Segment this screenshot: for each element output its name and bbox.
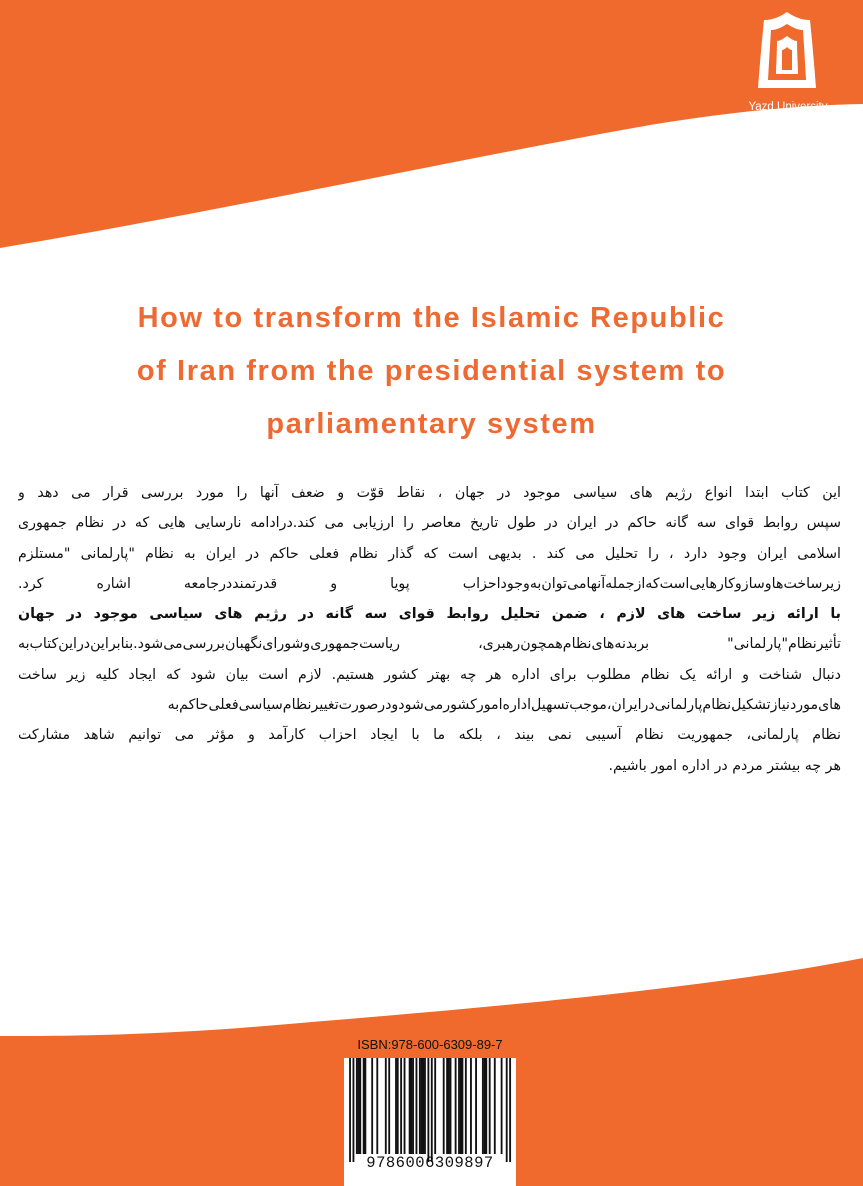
barcode-bar bbox=[501, 1058, 503, 1154]
barcode-bar bbox=[485, 1058, 487, 1154]
barcode-bar bbox=[427, 1058, 429, 1162]
barcode-bar bbox=[484, 1058, 486, 1154]
description-line: دنبال شناخت و ارائه یک نظام مطلوب برای اداره هر چه بهتر کشور هستیم. لازم است بیان شود که ایجاد کلیه زیر ساخت bbox=[18, 666, 841, 683]
barcode-bar bbox=[458, 1058, 460, 1154]
barcode-bar bbox=[470, 1058, 472, 1154]
barcode-bar bbox=[475, 1058, 477, 1154]
barcode-bar bbox=[494, 1058, 496, 1154]
barcode-bar bbox=[410, 1058, 412, 1154]
barcode-bar bbox=[460, 1058, 462, 1154]
barcode-bar bbox=[412, 1058, 414, 1154]
description-line: تأثیرنظام‌"پارلمانی" بر‌بدنه‌های‌نظام‌همچون‌رهبری، ریاست‌جمهوری‌و‌شورای‌نگهبان‌بررسی‌می‌شود.بنابراین‌در‌این‌کتاب‌به bbox=[18, 636, 841, 653]
title-line: parliamentary system bbox=[266, 408, 597, 440]
barcode-bar bbox=[450, 1058, 452, 1154]
title-line: of Iran from the presidential system to bbox=[136, 355, 727, 387]
barcode-bar bbox=[397, 1058, 399, 1154]
barcode-bar bbox=[482, 1058, 484, 1154]
barcode-bar bbox=[385, 1058, 387, 1154]
barcode-bar bbox=[359, 1058, 361, 1154]
barcode-bar bbox=[376, 1058, 378, 1154]
barcode-bar bbox=[434, 1058, 436, 1154]
barcode-bar bbox=[409, 1058, 411, 1154]
barcode-bar bbox=[349, 1058, 351, 1162]
barcode-bar bbox=[358, 1058, 360, 1154]
description-line: زیرساخت‌هاوسازوکارهایی‌است‌که‌ازجمله‌آنهامی‌توان‌به‌وجوداحزاب پویا و قدرتمنددرجامعه اشاره کرد. bbox=[18, 575, 841, 592]
barcode-bar bbox=[416, 1058, 418, 1154]
description-line: با ارائه زیر ساخت های لازم ، ضمن تحلیل روابط قوای سه گانه در رژیم های سیاسی موجود در جهان bbox=[18, 606, 841, 623]
description-line: سپس روابط قوای سه گانه حاکم در ایران در طول تاریخ معاصر را ارزیابی می کند.درادامه نارسایی هایی که در نظام جمهوری bbox=[18, 515, 841, 532]
barcode-digits: 9786006309897 bbox=[366, 1154, 494, 1172]
barcode-bar bbox=[371, 1058, 373, 1154]
barcode-bar bbox=[364, 1058, 366, 1154]
barcode-bar bbox=[363, 1058, 365, 1154]
barcode-bar bbox=[388, 1058, 390, 1154]
logo-text: Yazd University bbox=[748, 101, 828, 113]
barcode-bar bbox=[448, 1058, 450, 1154]
barcode-bar bbox=[395, 1058, 397, 1154]
barcode-bar bbox=[506, 1058, 508, 1162]
barcode-bar bbox=[462, 1058, 464, 1154]
barcode-bar bbox=[509, 1058, 511, 1162]
description-line: اسلامی ایران وجود دارد ، را تحلیل می کند . بدیهی است که گذار نظام فعلی حاکم در ایران به نظام "پارلمانی "مستلزم bbox=[18, 545, 841, 562]
barcode-bar bbox=[465, 1058, 467, 1154]
barcode-bar bbox=[421, 1058, 423, 1154]
barcode-bar bbox=[455, 1058, 457, 1154]
isbn-label: ISBN:978-600-6309-89-7 bbox=[357, 1037, 503, 1052]
barcode-bar bbox=[404, 1058, 406, 1154]
publisher-logo bbox=[738, 10, 838, 120]
barcode-bar bbox=[424, 1058, 426, 1154]
title-line: How to transform the Islamic Republic bbox=[137, 302, 726, 334]
barcode-bar bbox=[356, 1058, 358, 1154]
book-description bbox=[18, 478, 841, 781]
description-line: نظام پارلمانی، جمهوریت نظام آسیبی نمی بیند ، بلکه ما با ایجاد احزاب کارآمد و مؤثر می توانیم شاهد مشارکت bbox=[18, 727, 841, 744]
description-line: هر چه بیشتر مردم در اداره امور باشیم. bbox=[608, 757, 841, 774]
isbn-block bbox=[339, 1037, 521, 1186]
barcode-bar bbox=[422, 1058, 424, 1154]
barcode-bar bbox=[489, 1058, 491, 1154]
book-title bbox=[30, 292, 833, 451]
description-line: این کتاب ابتدا انواع رژیم های سیاسی موجود در جهان ، نقاط قوّت و ضعف آنها را مورد بررسی قرار می دهد و bbox=[18, 485, 841, 501]
barcode-bar bbox=[353, 1058, 355, 1162]
description-line: های‌موردنیاز‌تشکیل‌نظام‌پارلمانی‌درایران،موجب‌تسهیل‌اداره‌امورکشورمی‌شودو‌درصورت‌تغییر‌نظام‌سیاسی‌فعلی‌حاکم‌به bbox=[167, 697, 841, 714]
barcode-bar bbox=[443, 1058, 445, 1154]
barcode-bar bbox=[446, 1058, 448, 1154]
barcode-bar bbox=[431, 1058, 433, 1162]
barcode-bar bbox=[419, 1058, 421, 1154]
yazd-university-emblem-icon bbox=[752, 10, 822, 90]
barcode-bar bbox=[400, 1058, 402, 1154]
